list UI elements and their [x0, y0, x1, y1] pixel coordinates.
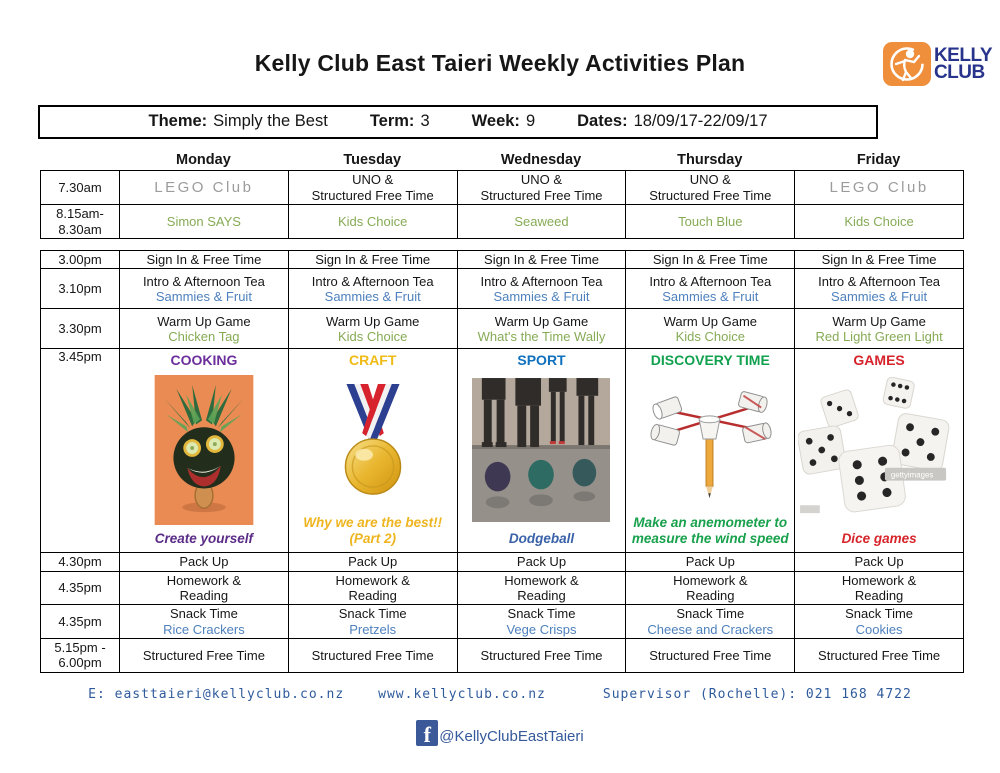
table-row — [41, 553, 964, 571]
gold-medal-image — [330, 369, 416, 515]
time-cell: 4.35pm — [41, 605, 120, 639]
term-value: 3 — [420, 112, 430, 130]
activity-caption-discovery: Make an anemometer to measure the wind speed — [631, 514, 789, 547]
activity-caption-sport: Dodgeball — [508, 531, 575, 547]
schedule-cell — [120, 605, 289, 639]
kelly-club-logo — [883, 42, 992, 86]
activity-cell-discovery — [626, 349, 795, 553]
time-cell — [41, 638, 120, 672]
time-cell — [41, 205, 120, 239]
activity-header-discovery: DISCOVERY TIME — [650, 352, 770, 369]
activity-cell-cooking — [120, 349, 289, 553]
schedule-cell: Structured Free Time — [457, 638, 626, 672]
schedule-cell — [120, 571, 289, 605]
schedule-cell — [626, 171, 795, 205]
schedule-cell — [457, 171, 626, 205]
cell-line: 6.00pm — [58, 655, 102, 671]
cell-line: Warm Up Game — [325, 313, 420, 329]
kelly-club-wordmark — [933, 44, 992, 83]
schedule-cell: Touch Blue — [626, 205, 795, 239]
table-row — [41, 205, 964, 239]
schedule-cell: Structured Free Time — [795, 638, 964, 672]
pineapple-face-image — [154, 369, 254, 532]
schedule-cell: Sign In & Free Time — [120, 251, 289, 269]
table-row — [41, 638, 964, 672]
cell-line: UNO & — [520, 172, 563, 188]
schedule-cell: Structured Free Time — [626, 638, 795, 672]
afternoon-schedule-table — [40, 250, 964, 673]
schedule-cell: LEGO Club — [120, 171, 289, 205]
day-header-friday: Friday — [856, 152, 901, 168]
title-row — [0, 0, 1000, 84]
cell-subline: Red Light Green Light — [815, 328, 943, 344]
schedule-cell — [795, 309, 964, 349]
week-field — [472, 112, 536, 131]
schedule-cell — [457, 269, 626, 309]
schedule-cell: Pack Up — [120, 553, 289, 571]
cell-subline: Rice Crackers — [163, 621, 245, 637]
time-cell: 3.30pm — [41, 309, 120, 349]
email-link[interactable]: E: easttaieri@kellyclub.co.nz — [88, 686, 345, 702]
table-row — [41, 605, 964, 639]
day-header-monday: Monday — [176, 152, 231, 168]
facebook-icon: f — [416, 720, 438, 746]
dates-value: 18/09/17-22/09/17 — [633, 112, 768, 130]
schedule-cell — [626, 605, 795, 639]
cell-line: Reading — [179, 587, 229, 603]
schedule-cell: Structured Free Time — [288, 638, 457, 672]
schedule-cell: Sign In & Free Time — [457, 251, 626, 269]
morning-schedule-table — [40, 170, 964, 239]
theme-bar — [38, 105, 878, 139]
schedule-cell: Sign In & Free Time — [288, 251, 457, 269]
schedule-cell: Kids Choice — [795, 205, 964, 239]
cell-line: UNO & — [352, 172, 394, 188]
cell-subline: Sammies & Fruit — [493, 288, 590, 304]
schedule-cell — [120, 309, 289, 349]
cell-line: 8.15am- — [56, 206, 104, 222]
time-cell: 4.30pm — [41, 553, 120, 571]
cell-subline: Vege Crisps — [506, 621, 577, 637]
table-row — [41, 171, 964, 205]
cell-line: Homework & — [841, 572, 917, 588]
schedule-cell — [795, 571, 964, 605]
supervisor-phone[interactable]: Supervisor (Rochelle): 021 168 4722 — [602, 686, 912, 702]
cell-line: Snack Time — [845, 606, 914, 622]
cell-line: Warm Up Game — [832, 313, 926, 329]
schedule-cell: Pack Up — [288, 553, 457, 571]
cell-line: Reading — [686, 587, 735, 603]
activity-caption-games: Dice games — [841, 531, 917, 547]
table-row — [41, 269, 964, 309]
cell-line: Homework & — [504, 572, 579, 588]
cell-line: Homework & — [673, 572, 748, 588]
schedule-cell — [288, 269, 457, 309]
activity-header-games: GAMES — [853, 352, 905, 369]
cell-subline: Cookies — [855, 621, 903, 637]
facebook-handle[interactable]: @KellyClubEastTaieri — [439, 727, 584, 745]
cell-subline: Sammies & Fruit — [155, 288, 252, 304]
cell-line: Reading — [517, 587, 566, 603]
schedule-cell — [795, 605, 964, 639]
theme-field — [148, 112, 327, 131]
cell-line: Snack Time — [507, 606, 576, 622]
cell-line: Intro & Afternoon Tea — [818, 273, 941, 289]
facebook-row — [0, 720, 1000, 746]
cell-subline: Sammies & Fruit — [324, 288, 421, 304]
schedule-cell — [457, 571, 626, 605]
day-header-thursday: Thursday — [677, 152, 743, 168]
schedule-cell — [795, 269, 964, 309]
cell-subline: What's the Time Wally — [477, 328, 606, 344]
dates-label: Dates: — [577, 112, 628, 130]
schedule-cell: Pack Up — [795, 553, 964, 571]
schedule-cell: Seaweed — [457, 205, 626, 239]
schedule-cell: Pack Up — [457, 553, 626, 571]
schedule-cell: Structured Free Time — [120, 638, 289, 672]
cell-subline: Kids Choice — [338, 328, 408, 344]
schedule-cell — [457, 309, 626, 349]
schedule-cell: Sign In & Free Time — [795, 251, 964, 269]
cell-line: Snack Time — [338, 606, 407, 622]
cell-line: Reading — [854, 587, 904, 603]
table-row — [41, 251, 964, 269]
schedule-cell: Kids Choice — [288, 205, 457, 239]
cell-line: 8.30am — [58, 221, 102, 237]
cell-subline: Sammies & Fruit — [831, 288, 928, 304]
schedule-cell: Sign In & Free Time — [626, 251, 795, 269]
activity-cell-games — [795, 349, 964, 553]
dodgeball-gym-image — [472, 369, 610, 532]
cell-line: Structured Free Time — [480, 187, 603, 203]
cell-subline: Kids Choice — [675, 328, 745, 344]
cell-line: Snack Time — [169, 606, 238, 622]
cell-subline: Sammies & Fruit — [662, 288, 759, 304]
cell-line: Structured Free Time — [311, 187, 434, 203]
anemometer-image — [645, 369, 775, 515]
theme-label: Theme: — [148, 112, 208, 130]
day-header-tuesday: Tuesday — [343, 152, 402, 168]
page-title: Kelly Club East Taieri Weekly Activities Plan — [254, 50, 746, 76]
kelly-club-figure-icon — [883, 42, 931, 86]
schedule-cell — [288, 605, 457, 639]
cell-line: Intro & Afternoon Tea — [649, 273, 772, 289]
cell-subline: Pretzels — [349, 621, 397, 637]
day-header-wednesday: Wednesday — [500, 152, 582, 168]
activity-cell-craft — [288, 349, 457, 553]
cell-line: Reading — [348, 587, 397, 603]
schedule-cell: LEGO Club — [795, 171, 964, 205]
dice-image — [798, 369, 960, 532]
dates-field — [577, 112, 767, 131]
cell-line: Intro & Afternoon Tea — [480, 273, 603, 289]
table-row — [41, 571, 964, 605]
term-field — [370, 112, 430, 131]
term-label: Term: — [369, 112, 415, 130]
week-label: Week: — [471, 112, 520, 130]
activity-header-cooking: COOKING — [170, 352, 238, 369]
logo-word-club: CLUB — [933, 62, 985, 83]
cell-line: Warm Up Game — [494, 313, 589, 329]
activity-header-sport: SPORT — [517, 352, 566, 369]
time-cell: 3.45pm — [41, 349, 120, 553]
activity-caption-cooking: Create yourself — [154, 531, 254, 547]
time-cell: 7.30am — [41, 171, 120, 205]
cell-line: Homework & — [166, 572, 242, 588]
time-cell: 3.10pm — [41, 269, 120, 309]
cell-line: Homework & — [335, 572, 410, 588]
schedule-cell — [288, 171, 457, 205]
watermark-text: gettyimages — [890, 470, 934, 480]
cell-subline: Cheese and Crackers — [647, 621, 774, 637]
activity-row — [41, 349, 964, 553]
cell-line: Structured Free Time — [649, 187, 772, 203]
schedule-cell — [288, 571, 457, 605]
cell-line: Snack Time — [676, 606, 745, 622]
cell-line: Intro & Afternoon Tea — [142, 273, 265, 289]
day-header-row — [40, 152, 1000, 168]
schedule-cell: Simon SAYS — [120, 205, 289, 239]
cell-subline: Chicken Tag — [168, 328, 240, 344]
cell-line: UNO & — [689, 172, 731, 188]
schedule-cell: Pack Up — [626, 553, 795, 571]
logo-word-kelly: KELLY — [933, 44, 992, 66]
cell-line: 5.15pm - — [54, 640, 106, 656]
activity-cell-sport — [457, 349, 626, 553]
schedule-cell — [626, 571, 795, 605]
schedule-cell — [626, 309, 795, 349]
cell-line: Warm Up Game — [663, 313, 757, 329]
cell-line: Warm Up Game — [157, 313, 251, 329]
contact-footer — [0, 687, 1000, 702]
activity-caption-craft: Why we are the best!! (Part 2) — [303, 514, 443, 547]
website-link[interactable]: www.kellyclub.co.nz — [378, 686, 546, 702]
schedule-cell — [626, 269, 795, 309]
table-row — [41, 309, 964, 349]
theme-value: Simply the Best — [213, 112, 328, 130]
day-header-spacer — [40, 152, 119, 168]
schedule-cell — [457, 605, 626, 639]
time-cell: 4.35pm — [41, 571, 120, 605]
week-value: 9 — [525, 112, 536, 130]
cell-line: Intro & Afternoon Tea — [311, 273, 434, 289]
time-cell: 3.00pm — [41, 251, 120, 269]
schedule-cell — [288, 309, 457, 349]
activity-header-craft: CRAFT — [348, 352, 397, 369]
schedule-cell — [120, 269, 289, 309]
